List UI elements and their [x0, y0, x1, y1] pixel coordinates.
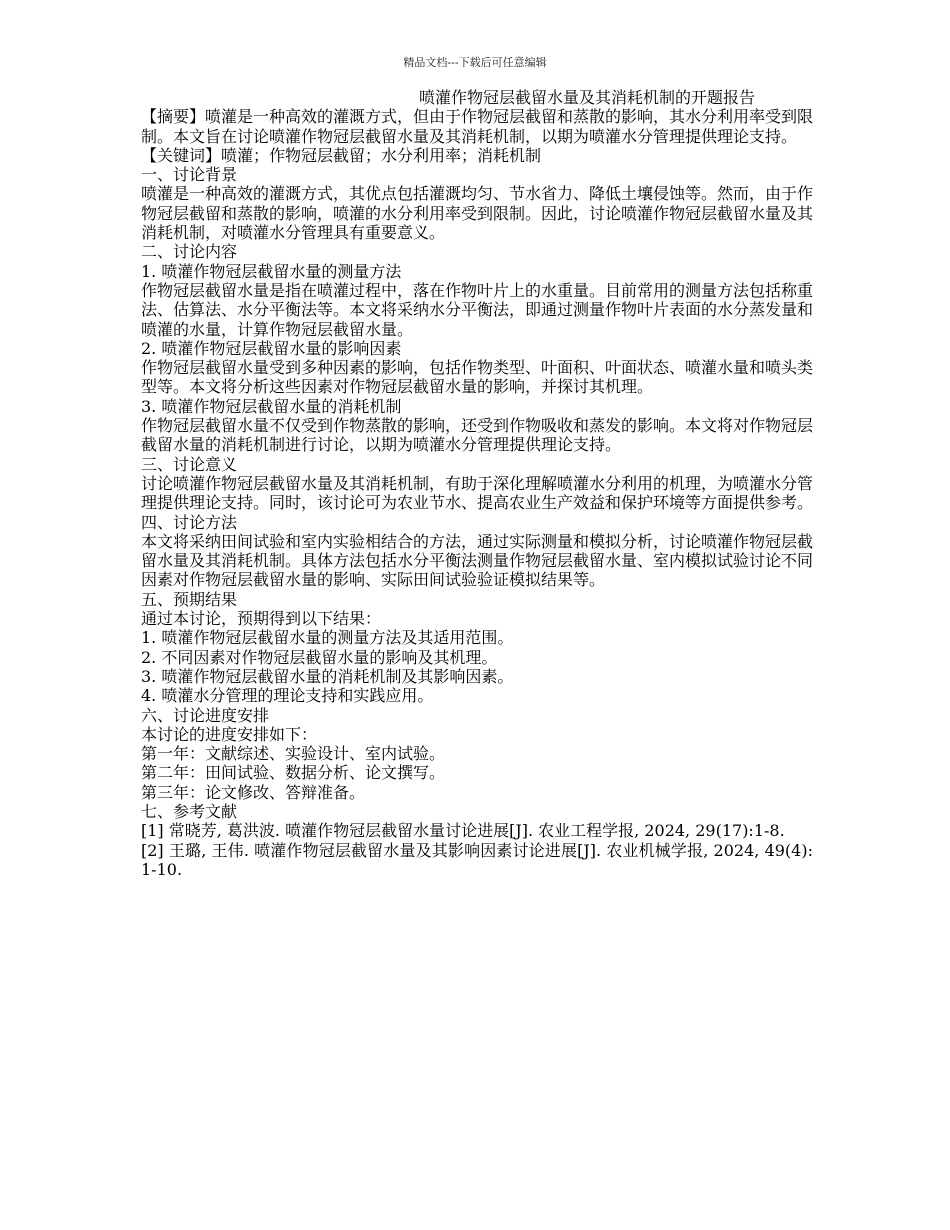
list-item: 2. 不同因素对作物冠层截留水量的影响及其机理。: [141, 647, 498, 667]
section-heading-schedule: 六、讨论进度安排: [141, 705, 270, 725]
section-heading-significance: 三、讨论意义: [141, 454, 238, 474]
section-heading-background: 一、讨论背景: [141, 165, 238, 185]
paragraph-significance: 讨论喷灌作物冠层截留水量及其消耗机制，有助于深化理解喷灌水分利用的机理，为喷灌水分管理提供理论支持。同时，该讨论可为农业节水、提高农业生产效益和保护环境等方面提供参考。: [141, 473, 814, 513]
paragraph-schedule-intro: 本讨论的进度安排如下：: [141, 724, 318, 744]
document-body: [141, 88, 813, 879]
list-item: 1. 喷灌作物冠层截留水量的测量方法及其适用范围。: [141, 628, 514, 648]
keywords: 【关键词】喷灌；作物冠层截留；水分利用率；消耗机制: [141, 145, 542, 165]
section-heading-content: 二、讨论内容: [141, 242, 238, 262]
section-heading-methods: 四、讨论方法: [141, 512, 238, 532]
section-heading-results: 五、预期结果: [141, 589, 238, 609]
page-header-note: 精品文档---下载后可任意编辑: [403, 56, 547, 69]
list-item: 3. 喷灌作物冠层截留水量的消耗机制及其影响因素。: [141, 666, 514, 686]
schedule-item: 第二年：田间试验、数据分析、论文撰写。: [141, 763, 446, 783]
reference-item: [1] 常晓芳, 葛洪波. 喷灌作物冠层截留水量讨论进展[J]. 农业工程学报, 2024, 29(17):1-8.: [141, 821, 785, 841]
schedule-item: 第三年：论文修改、答辩准备。: [141, 782, 366, 802]
paragraph-results-intro: 通过本讨论，预期得到以下结果：: [141, 609, 382, 629]
abstract: 【摘要】喷灌是一种高效的灌溉方式，但由于作物冠层截留和蒸散的影响，其水分利用率受到限制。本文旨在讨论喷灌作物冠层截留水量及其消耗机制，以期为喷灌水分管理提供理论支持。: [141, 107, 814, 146]
paragraph-methods: 本文将采纳田间试验和室内实验相结合的方法，通过实际测量和模拟分析，讨论喷灌作物冠层截留水量及其消耗机制。具体方法包括水分平衡法测量作物冠层截留水量、室内模拟试验讨论不同因素对作物冠层截留水量的影响、实际田间试验验证模拟结果等。: [141, 531, 814, 590]
list-item: 4. 喷灌水分管理的理论支持和实践应用。: [141, 686, 434, 706]
subheading-mechanism: 3. 喷灌作物冠层截留水量的消耗机制: [141, 396, 402, 416]
paragraph-mechanism: 作物冠层截留水量不仅受到作物蒸散的影响，还受到作物吸收和蒸发的影响。本文将对作物冠层截留水量的消耗机制进行讨论，以期为喷灌水分管理提供理论支持。: [141, 416, 814, 455]
section-heading-references: 七、参考文献: [141, 801, 238, 821]
subheading-measurement: 1. 喷灌作物冠层截留水量的测量方法: [141, 261, 402, 281]
reference-item: [2] 王璐, 王伟. 喷灌作物冠层截留水量及其影响因素讨论进展[J]. 农业机械学报, 2024, 49(4):1-10.: [141, 840, 813, 879]
paragraph-factors: 作物冠层截留水量受到多种因素的影响，包括作物类型、叶面积、叶面状态、喷灌水量和喷头类型等。本文将分析这些因素对作物冠层截留水量的影响，并探讨其机理。: [141, 358, 814, 397]
subheading-factors: 2. 喷灌作物冠层截留水量的影响因素: [141, 338, 402, 358]
paragraph-background: 喷灌是一种高效的灌溉方式，其优点包括灌溉均匀、节水省力、降低土壤侵蚀等。然而，由于作物冠层截留和蒸散的影响，喷灌的水分利用率受到限制。因此，讨论喷灌作物冠层截留水量及其消耗机制，对喷灌水分管理具有重要意义。: [141, 184, 814, 243]
schedule-item: 第一年：文献综述、实验设计、室内试验。: [141, 744, 446, 764]
paragraph-measurement: 作物冠层截留水量是指在喷灌过程中，落在作物叶片上的水重量。目前常用的测量方法包括称重法、估算法、水分平衡法等。本文将采纳水分平衡法，即通过测量作物叶片表面的水分蒸发量和喷灌的水量，计算作物冠层截留水量。: [141, 280, 814, 339]
document-title: 喷灌作物冠层截留水量及其消耗机制的开题报告: [418, 88, 755, 107]
